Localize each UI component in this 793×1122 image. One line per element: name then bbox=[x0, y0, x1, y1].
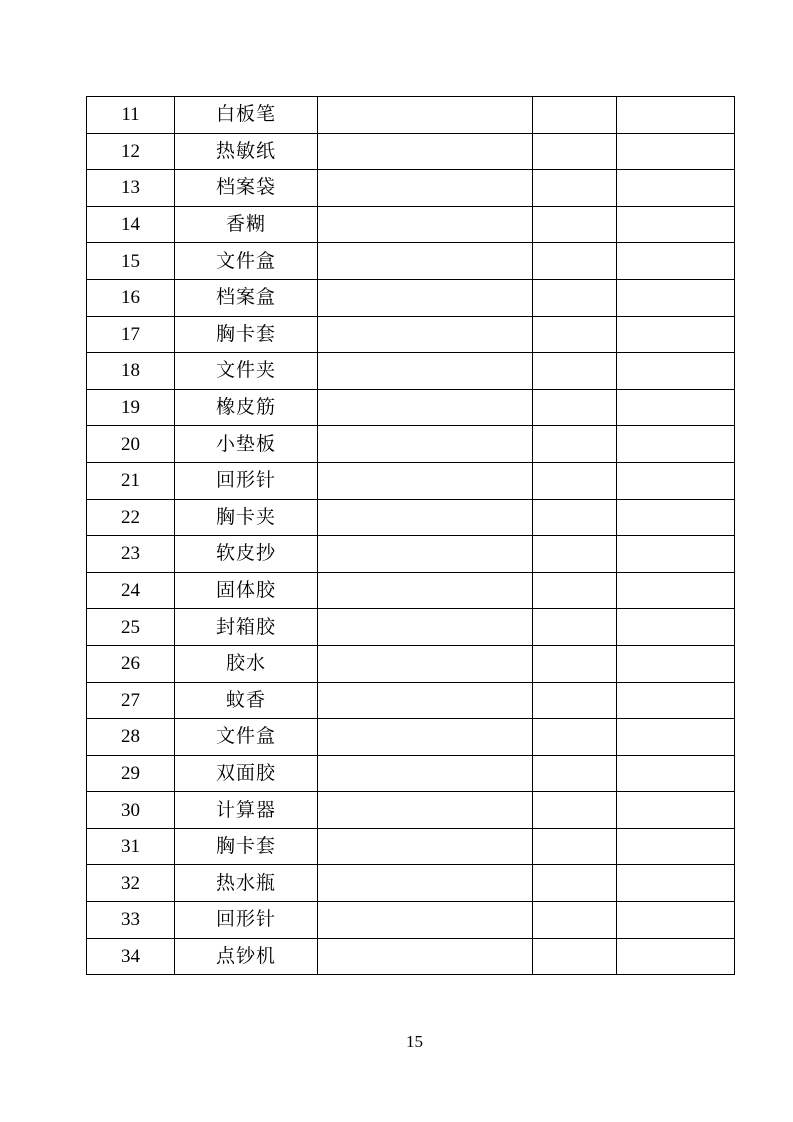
remark-cell bbox=[617, 572, 735, 609]
row-number-cell: 25 bbox=[87, 609, 175, 646]
quantity-cell bbox=[533, 682, 617, 719]
item-name-cell: 橡皮筋 bbox=[175, 389, 318, 426]
spec-cell bbox=[318, 170, 533, 207]
table-row bbox=[87, 97, 735, 134]
row-number-cell: 20 bbox=[87, 426, 175, 463]
remark-cell bbox=[617, 353, 735, 390]
table-row bbox=[87, 133, 735, 170]
spec-cell bbox=[318, 792, 533, 829]
quantity-cell bbox=[533, 389, 617, 426]
row-number-cell: 12 bbox=[87, 133, 175, 170]
quantity-cell bbox=[533, 243, 617, 280]
quantity-cell bbox=[533, 170, 617, 207]
remark-cell bbox=[617, 499, 735, 536]
row-number-cell: 34 bbox=[87, 938, 175, 975]
item-name-cell: 回形针 bbox=[175, 462, 318, 499]
item-name-cell: 固体胶 bbox=[175, 572, 318, 609]
table-row bbox=[87, 938, 735, 975]
item-name-cell: 热水瓶 bbox=[175, 865, 318, 902]
table-row bbox=[87, 609, 735, 646]
spec-cell bbox=[318, 499, 533, 536]
table-row bbox=[87, 170, 735, 207]
table-row bbox=[87, 389, 735, 426]
supplies-table bbox=[86, 96, 735, 975]
row-number-cell: 32 bbox=[87, 865, 175, 902]
spec-cell bbox=[318, 828, 533, 865]
item-name-cell: 双面胶 bbox=[175, 755, 318, 792]
table-row bbox=[87, 536, 735, 573]
table-row bbox=[87, 499, 735, 536]
row-number-cell: 26 bbox=[87, 645, 175, 682]
quantity-cell bbox=[533, 865, 617, 902]
item-name-cell: 档案袋 bbox=[175, 170, 318, 207]
remark-cell bbox=[617, 938, 735, 975]
remark-cell bbox=[617, 133, 735, 170]
row-number-cell: 31 bbox=[87, 828, 175, 865]
remark-cell bbox=[617, 682, 735, 719]
spec-cell bbox=[318, 97, 533, 134]
quantity-cell bbox=[533, 792, 617, 829]
table-row bbox=[87, 828, 735, 865]
spec-cell bbox=[318, 682, 533, 719]
row-number-cell: 23 bbox=[87, 536, 175, 573]
table-row bbox=[87, 462, 735, 499]
spec-cell bbox=[318, 353, 533, 390]
spec-cell bbox=[318, 133, 533, 170]
item-name-cell: 文件盒 bbox=[175, 243, 318, 280]
item-name-cell: 软皮抄 bbox=[175, 536, 318, 573]
spec-cell bbox=[318, 645, 533, 682]
row-number-cell: 27 bbox=[87, 682, 175, 719]
remark-cell bbox=[617, 279, 735, 316]
remark-cell bbox=[617, 97, 735, 134]
remark-cell bbox=[617, 719, 735, 756]
row-number-cell: 33 bbox=[87, 902, 175, 939]
quantity-cell bbox=[533, 279, 617, 316]
remark-cell bbox=[617, 865, 735, 902]
row-number-cell: 14 bbox=[87, 206, 175, 243]
table-row bbox=[87, 353, 735, 390]
spec-cell bbox=[318, 609, 533, 646]
item-name-cell: 回形针 bbox=[175, 902, 318, 939]
remark-cell bbox=[617, 828, 735, 865]
spec-cell bbox=[318, 206, 533, 243]
remark-cell bbox=[617, 316, 735, 353]
item-name-cell: 封箱胶 bbox=[175, 609, 318, 646]
spec-cell bbox=[318, 572, 533, 609]
spec-cell bbox=[318, 462, 533, 499]
spec-cell bbox=[318, 719, 533, 756]
table-row bbox=[87, 279, 735, 316]
supplies-table-body bbox=[87, 97, 735, 975]
spec-cell bbox=[318, 243, 533, 280]
table-row bbox=[87, 902, 735, 939]
quantity-cell bbox=[533, 316, 617, 353]
table-row bbox=[87, 682, 735, 719]
item-name-cell: 香糊 bbox=[175, 206, 318, 243]
quantity-cell bbox=[533, 462, 617, 499]
table-row bbox=[87, 755, 735, 792]
remark-cell bbox=[617, 645, 735, 682]
table-row bbox=[87, 206, 735, 243]
quantity-cell bbox=[533, 572, 617, 609]
quantity-cell bbox=[533, 609, 617, 646]
spec-cell bbox=[318, 938, 533, 975]
spec-cell bbox=[318, 279, 533, 316]
remark-cell bbox=[617, 426, 735, 463]
row-number-cell: 19 bbox=[87, 389, 175, 426]
table-row bbox=[87, 792, 735, 829]
quantity-cell bbox=[533, 902, 617, 939]
remark-cell bbox=[617, 462, 735, 499]
table-row bbox=[87, 243, 735, 280]
item-name-cell: 胸卡夹 bbox=[175, 499, 318, 536]
item-name-cell: 胶水 bbox=[175, 645, 318, 682]
spec-cell bbox=[318, 902, 533, 939]
remark-cell bbox=[617, 609, 735, 646]
remark-cell bbox=[617, 755, 735, 792]
row-number-cell: 17 bbox=[87, 316, 175, 353]
row-number-cell: 15 bbox=[87, 243, 175, 280]
item-name-cell: 文件盒 bbox=[175, 719, 318, 756]
spec-cell bbox=[318, 316, 533, 353]
item-name-cell: 胸卡套 bbox=[175, 316, 318, 353]
quantity-cell bbox=[533, 97, 617, 134]
remark-cell bbox=[617, 536, 735, 573]
quantity-cell bbox=[533, 645, 617, 682]
table-row bbox=[87, 426, 735, 463]
item-name-cell: 蚊香 bbox=[175, 682, 318, 719]
spec-cell bbox=[318, 755, 533, 792]
item-name-cell: 小垫板 bbox=[175, 426, 318, 463]
item-name-cell: 胸卡套 bbox=[175, 828, 318, 865]
remark-cell bbox=[617, 206, 735, 243]
table-row bbox=[87, 572, 735, 609]
item-name-cell: 白板笔 bbox=[175, 97, 318, 134]
spec-cell bbox=[318, 389, 533, 426]
quantity-cell bbox=[533, 938, 617, 975]
quantity-cell bbox=[533, 828, 617, 865]
item-name-cell: 热敏纸 bbox=[175, 133, 318, 170]
remark-cell bbox=[617, 170, 735, 207]
table-row bbox=[87, 645, 735, 682]
page-number: 15 bbox=[406, 1032, 423, 1051]
row-number-cell: 22 bbox=[87, 499, 175, 536]
row-number-cell: 11 bbox=[87, 97, 175, 134]
remark-cell bbox=[617, 243, 735, 280]
row-number-cell: 24 bbox=[87, 572, 175, 609]
table-row bbox=[87, 719, 735, 756]
quantity-cell bbox=[533, 353, 617, 390]
remark-cell bbox=[617, 792, 735, 829]
item-name-cell: 文件夹 bbox=[175, 353, 318, 390]
quantity-cell bbox=[533, 499, 617, 536]
quantity-cell bbox=[533, 755, 617, 792]
row-number-cell: 29 bbox=[87, 755, 175, 792]
item-name-cell: 计算器 bbox=[175, 792, 318, 829]
quantity-cell bbox=[533, 536, 617, 573]
remark-cell bbox=[617, 902, 735, 939]
row-number-cell: 18 bbox=[87, 353, 175, 390]
item-name-cell: 点钞机 bbox=[175, 938, 318, 975]
quantity-cell bbox=[533, 133, 617, 170]
table-row bbox=[87, 865, 735, 902]
row-number-cell: 21 bbox=[87, 462, 175, 499]
quantity-cell bbox=[533, 206, 617, 243]
row-number-cell: 16 bbox=[87, 279, 175, 316]
spec-cell bbox=[318, 426, 533, 463]
spec-cell bbox=[318, 865, 533, 902]
row-number-cell: 28 bbox=[87, 719, 175, 756]
item-name-cell: 档案盒 bbox=[175, 279, 318, 316]
table-row bbox=[87, 316, 735, 353]
spec-cell bbox=[318, 536, 533, 573]
quantity-cell bbox=[533, 426, 617, 463]
remark-cell bbox=[617, 389, 735, 426]
row-number-cell: 30 bbox=[87, 792, 175, 829]
row-number-cell: 13 bbox=[87, 170, 175, 207]
quantity-cell bbox=[533, 719, 617, 756]
